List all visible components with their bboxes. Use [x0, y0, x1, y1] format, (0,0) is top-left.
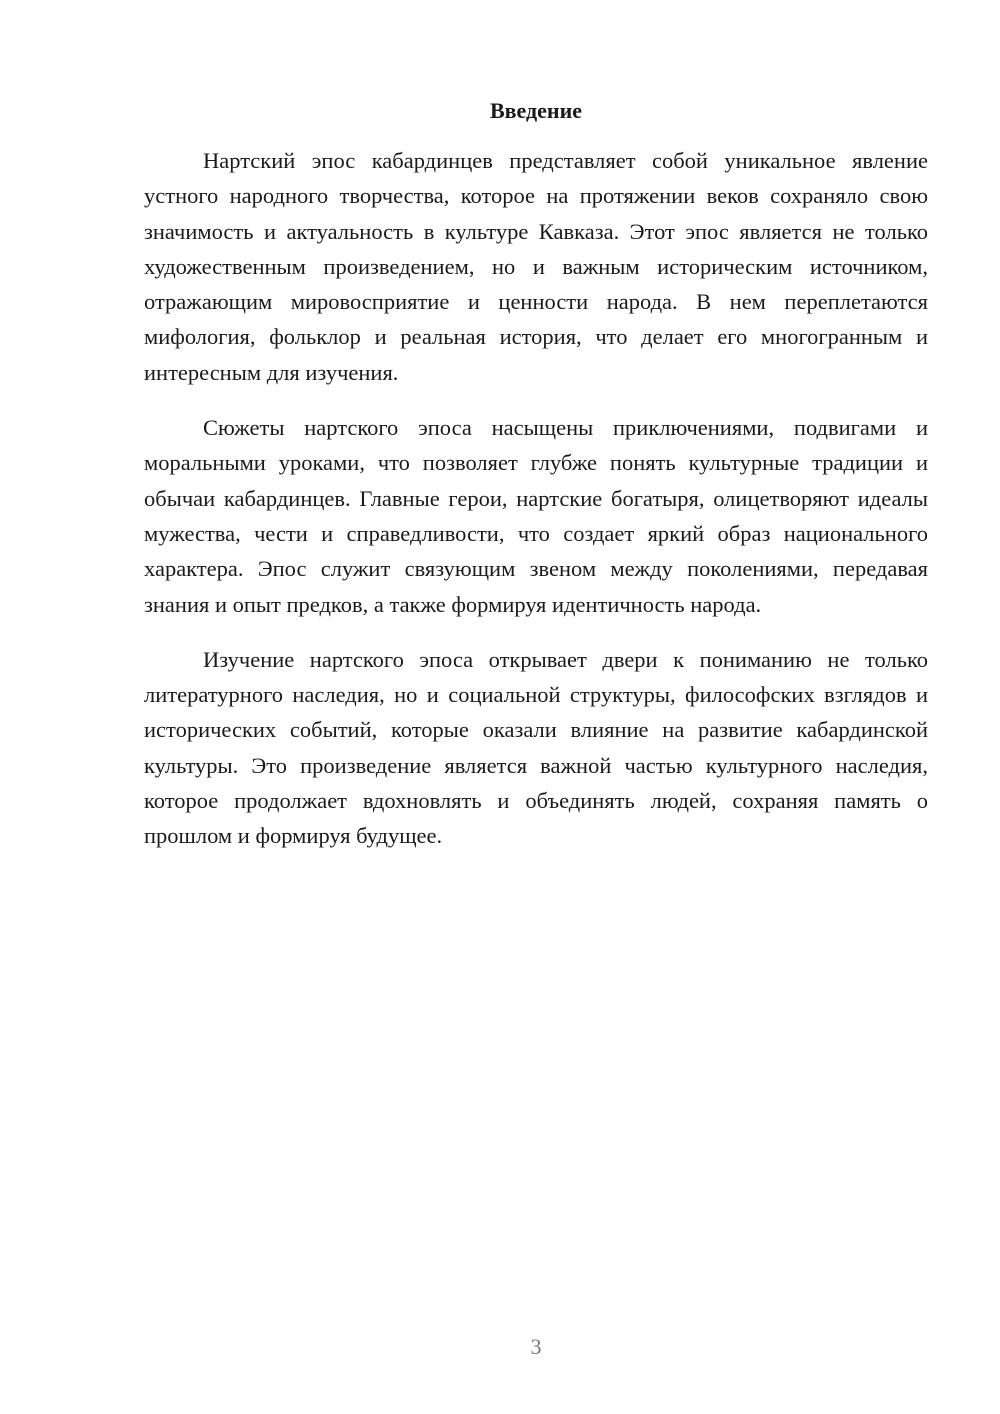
paragraph-3: Изучение нартского эпоса открывает двери к пониманию не только литературного наследия, но и социальной структуры, философских взглядов и исторических событий, которые оказали влияние на развитие кабардинской культуры. Это произведение является важной частью культурного наследия, которое продолжает вдохновлять и объединять людей, сохраняя память о прошлом и формируя будущее. [144, 646, 928, 849]
section-heading: Введение [489, 98, 583, 123]
paragraph-2: Сюжеты нартского эпоса насыщены приключениями, подвигами и моральными уроками, что позволяет глубже понять культурные традиции и обычаи кабардинцев. Главные герои, нартские богатыря, олицетворяют идеалы мужества, чести и справедливости, что создает яркий образ национального характера. Эпос служит связующим звеном между поколениями, передавая знания и опыт предков, а также формируя идентичность народа. [144, 415, 928, 617]
body-text [144, 143, 928, 874]
page-number: 3 [530, 1334, 542, 1359]
paragraph-1: Нартский эпос кабардинцев представляет собой уникальное явление устного народного творчества, которое на протяжении веков сохраняло свою значимость и актуальность в культуре Кавказа. Этот эпос является не только художественным произведением, но и важным историческим источником, отражающим мировосприятие и ценности народа. В нем переплетаются мифология, фольклор и реальная история, что делает его многогранным и интересным для изучения. [144, 148, 928, 385]
